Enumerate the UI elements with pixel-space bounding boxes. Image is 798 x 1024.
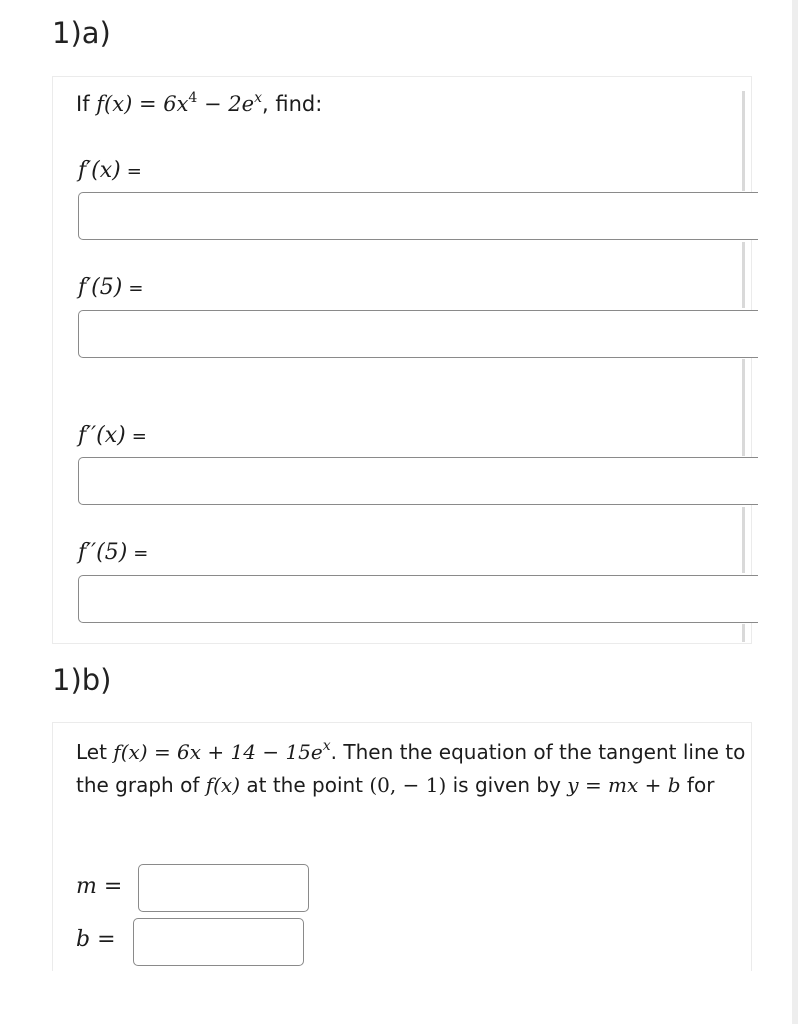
derivative-label: f′(5) — [78, 275, 123, 300]
function-name: f(x) — [205, 773, 241, 797]
prompt-suffix: , find: — [262, 92, 323, 116]
derivative-label: f′(x) — [78, 158, 121, 183]
equals-sign: = — [133, 543, 149, 564]
equals-sign: = — [128, 278, 144, 299]
answer-input-f-double-prime-5[interactable] — [78, 575, 758, 623]
part-a-card — [52, 76, 752, 644]
prompt-text: for — [680, 773, 715, 797]
line-equation: y = mx + b — [567, 773, 681, 797]
prompt-text: at the point — [240, 773, 370, 797]
function-expression: f(x) = 6x + 14 − 15e — [113, 740, 323, 764]
exponent: x — [322, 738, 331, 754]
prompt-text: is given by — [446, 773, 568, 797]
part-a-prompt — [76, 92, 322, 116]
function-expression: f(x) = 6x — [96, 92, 189, 116]
function-term: − 2e — [197, 92, 255, 116]
prompt-text: . Then the equation of the tangent line to the graph of — [76, 740, 746, 797]
part-b-title: 1)b) — [52, 663, 112, 697]
question-label-2 — [78, 275, 143, 300]
question-label-4 — [78, 540, 148, 565]
answer-input-f-prime-5[interactable] — [78, 310, 758, 358]
exponent: x — [254, 90, 262, 106]
derivative-label: f′′(x) — [78, 423, 126, 448]
derivative-label: f′′(5) — [78, 540, 128, 565]
equals-sign: = — [126, 161, 142, 182]
m-label: m = — [76, 874, 123, 899]
prompt-prefix: If — [76, 92, 97, 116]
intercept-input[interactable] — [133, 918, 304, 966]
point-coordinates: (0, − 1) — [369, 773, 447, 797]
field-edge-bar — [742, 242, 745, 308]
answer-input-f-double-prime-x[interactable] — [78, 457, 758, 505]
field-edge-bar — [742, 624, 745, 642]
part-a-title: 1)a) — [52, 16, 111, 50]
scrollbar[interactable] — [792, 0, 798, 1024]
answer-input-f-prime-x[interactable] — [78, 192, 758, 240]
equals-sign: = — [131, 426, 147, 447]
field-edge-bar — [742, 91, 745, 191]
question-label-3 — [78, 423, 147, 448]
question-label-1 — [78, 158, 142, 183]
slope-input[interactable] — [138, 864, 309, 912]
exponent: 4 — [188, 90, 198, 106]
part-b-prompt — [76, 736, 746, 802]
field-edge-bar — [742, 359, 745, 456]
field-edge-bar — [742, 507, 745, 573]
b-label: b = — [76, 927, 116, 952]
prompt-text: Let — [76, 740, 114, 764]
